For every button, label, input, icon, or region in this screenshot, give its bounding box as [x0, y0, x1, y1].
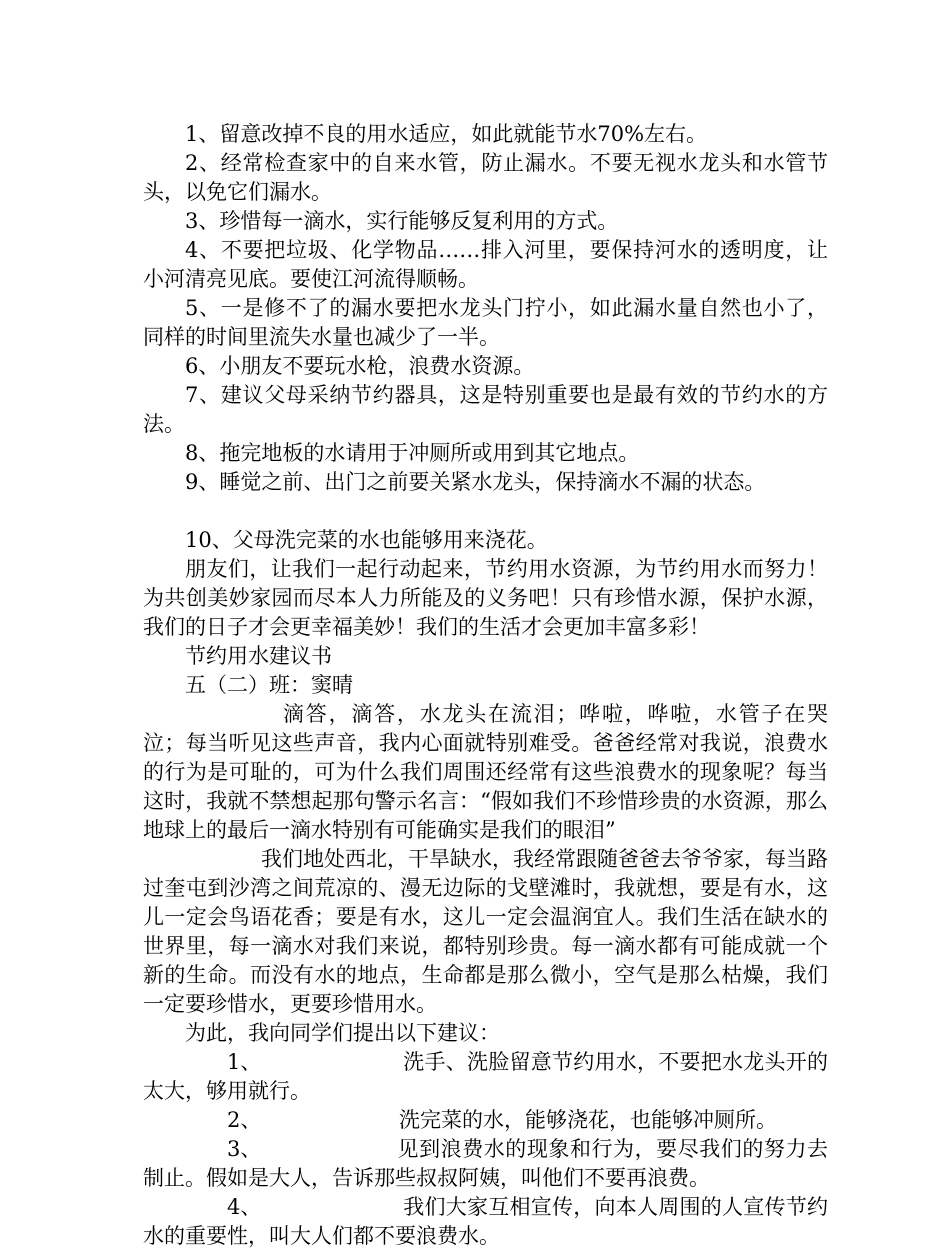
tip-10: 10、父母洗完菜的水也能够用来浇花。 [185, 528, 548, 552]
tip-1: 1、留意改掉不良的用水适应，如此就能节水70%左右。 [185, 122, 708, 146]
tip-8: 8、拖完地板的水请用于冲厕所或用到其它地点。 [185, 441, 640, 465]
letter-paragraph-2: 我们地处西北，干旱缺水，我经常跟随爸爸去爷爷家，每当路过奎屯到沙湾之间荒凉的、漫无边际的戈壁滩时，我就想，要是有水，这儿一定会鸟语花香；要是有水，这儿一定会温润宜人。我们生活在缺水的世界里，每一滴水对我们来说，都特别珍贵。每一滴水都有可能成就一个新的生命。而没有水的地点，生命都是那么微小，空气是那么枯燥，我们一定要珍惜水，更要珍惜用水。 [143, 847, 828, 1016]
tip-7: 7、建议父母采纳节约器具，这是特别重要也是最有效的节约水的方法。 [143, 383, 828, 436]
tip-3: 3、珍惜每一滴水，实行能够反复利用的方式。 [185, 209, 619, 233]
suggestion-number: 1、 [227, 1050, 262, 1074]
suggestions-intro: 为此，我向同学们提出以下建议： [185, 1021, 500, 1045]
suggestion-4 [143, 1193, 828, 1251]
tip-5: 5、一是修不了的漏水要把水龙头门拧小，如此漏水量自然也小了，同样的时间里流失水量也减少了一半。 [143, 296, 828, 349]
suggestion-number: 4、 [227, 1195, 262, 1219]
document-body [143, 120, 828, 1251]
blank-line [143, 497, 828, 526]
suggestion-text: 见到浪费水的现象和行为，要尽我们的努力去制止。假如是大人，告诉那些叔叔阿姨，叫他们不要再浪费。 [143, 1137, 828, 1190]
tip-9: 9、睡觉之前、出门之前要关紧水龙头，保持滴水不漏的状态。 [185, 470, 766, 494]
letter-author: 五（二）班：窦晴 [185, 673, 353, 697]
suggestion-text: 我们大家互相宣传，向本人周围的人宣传节约水的重要性，叫大人们都不要浪费水。 [143, 1195, 828, 1248]
suggestion-1 [143, 1048, 828, 1106]
suggestion-2 [143, 1106, 828, 1135]
letter-paragraph-1: 滴答，滴答，水龙头在流泪；哗啦，哗啦，水管子在哭泣；每当听见这些声音，我内心面就特别难受。爸爸经常对我说，浪费水的行为是可耻的，可为什么我们周围还经常有这些浪费水的现象呢？每当这时，我就不禁想起那句警示名言：“假如我们不珍惜珍贵的水资源，那么地球上的最后一滴水特别有可能确实是我们的眼泪” [143, 702, 828, 842]
closing-paragraph: 朋友们，让我们一起行动起来，节约用水资源，为节约用水而努力！为共创美妙家园而尽本人力所能及的义务吧！只有珍惜水源，保护水源，我们的日子才会更幸福美妙！我们的生活才会更加丰富多彩！ [143, 557, 828, 639]
suggestion-3 [143, 1135, 828, 1193]
suggestion-text: 洗手、洗脸留意节约用水，不要把水龙头开的太大，够用就行。 [143, 1050, 828, 1103]
suggestion-number: 2、 [227, 1108, 262, 1132]
letter-title: 节约用水建议书 [185, 644, 332, 668]
suggestion-number: 3、 [227, 1137, 262, 1161]
tip-6: 6、小朋友不要玩水枪，浪费水资源。 [185, 354, 535, 378]
suggestion-text: 洗完菜的水，能够浇花，也能够冲厕所。 [399, 1108, 777, 1132]
tip-2: 2、经常检查家中的自来水管，防止漏水。不要无视水龙头和水管节头，以免它们漏水。 [143, 151, 828, 204]
tip-4: 4、不要把垃圾、化学物品……排入河里，要保持河水的透明度，让小河清亮见底。要使江河流得顺畅。 [143, 238, 828, 291]
